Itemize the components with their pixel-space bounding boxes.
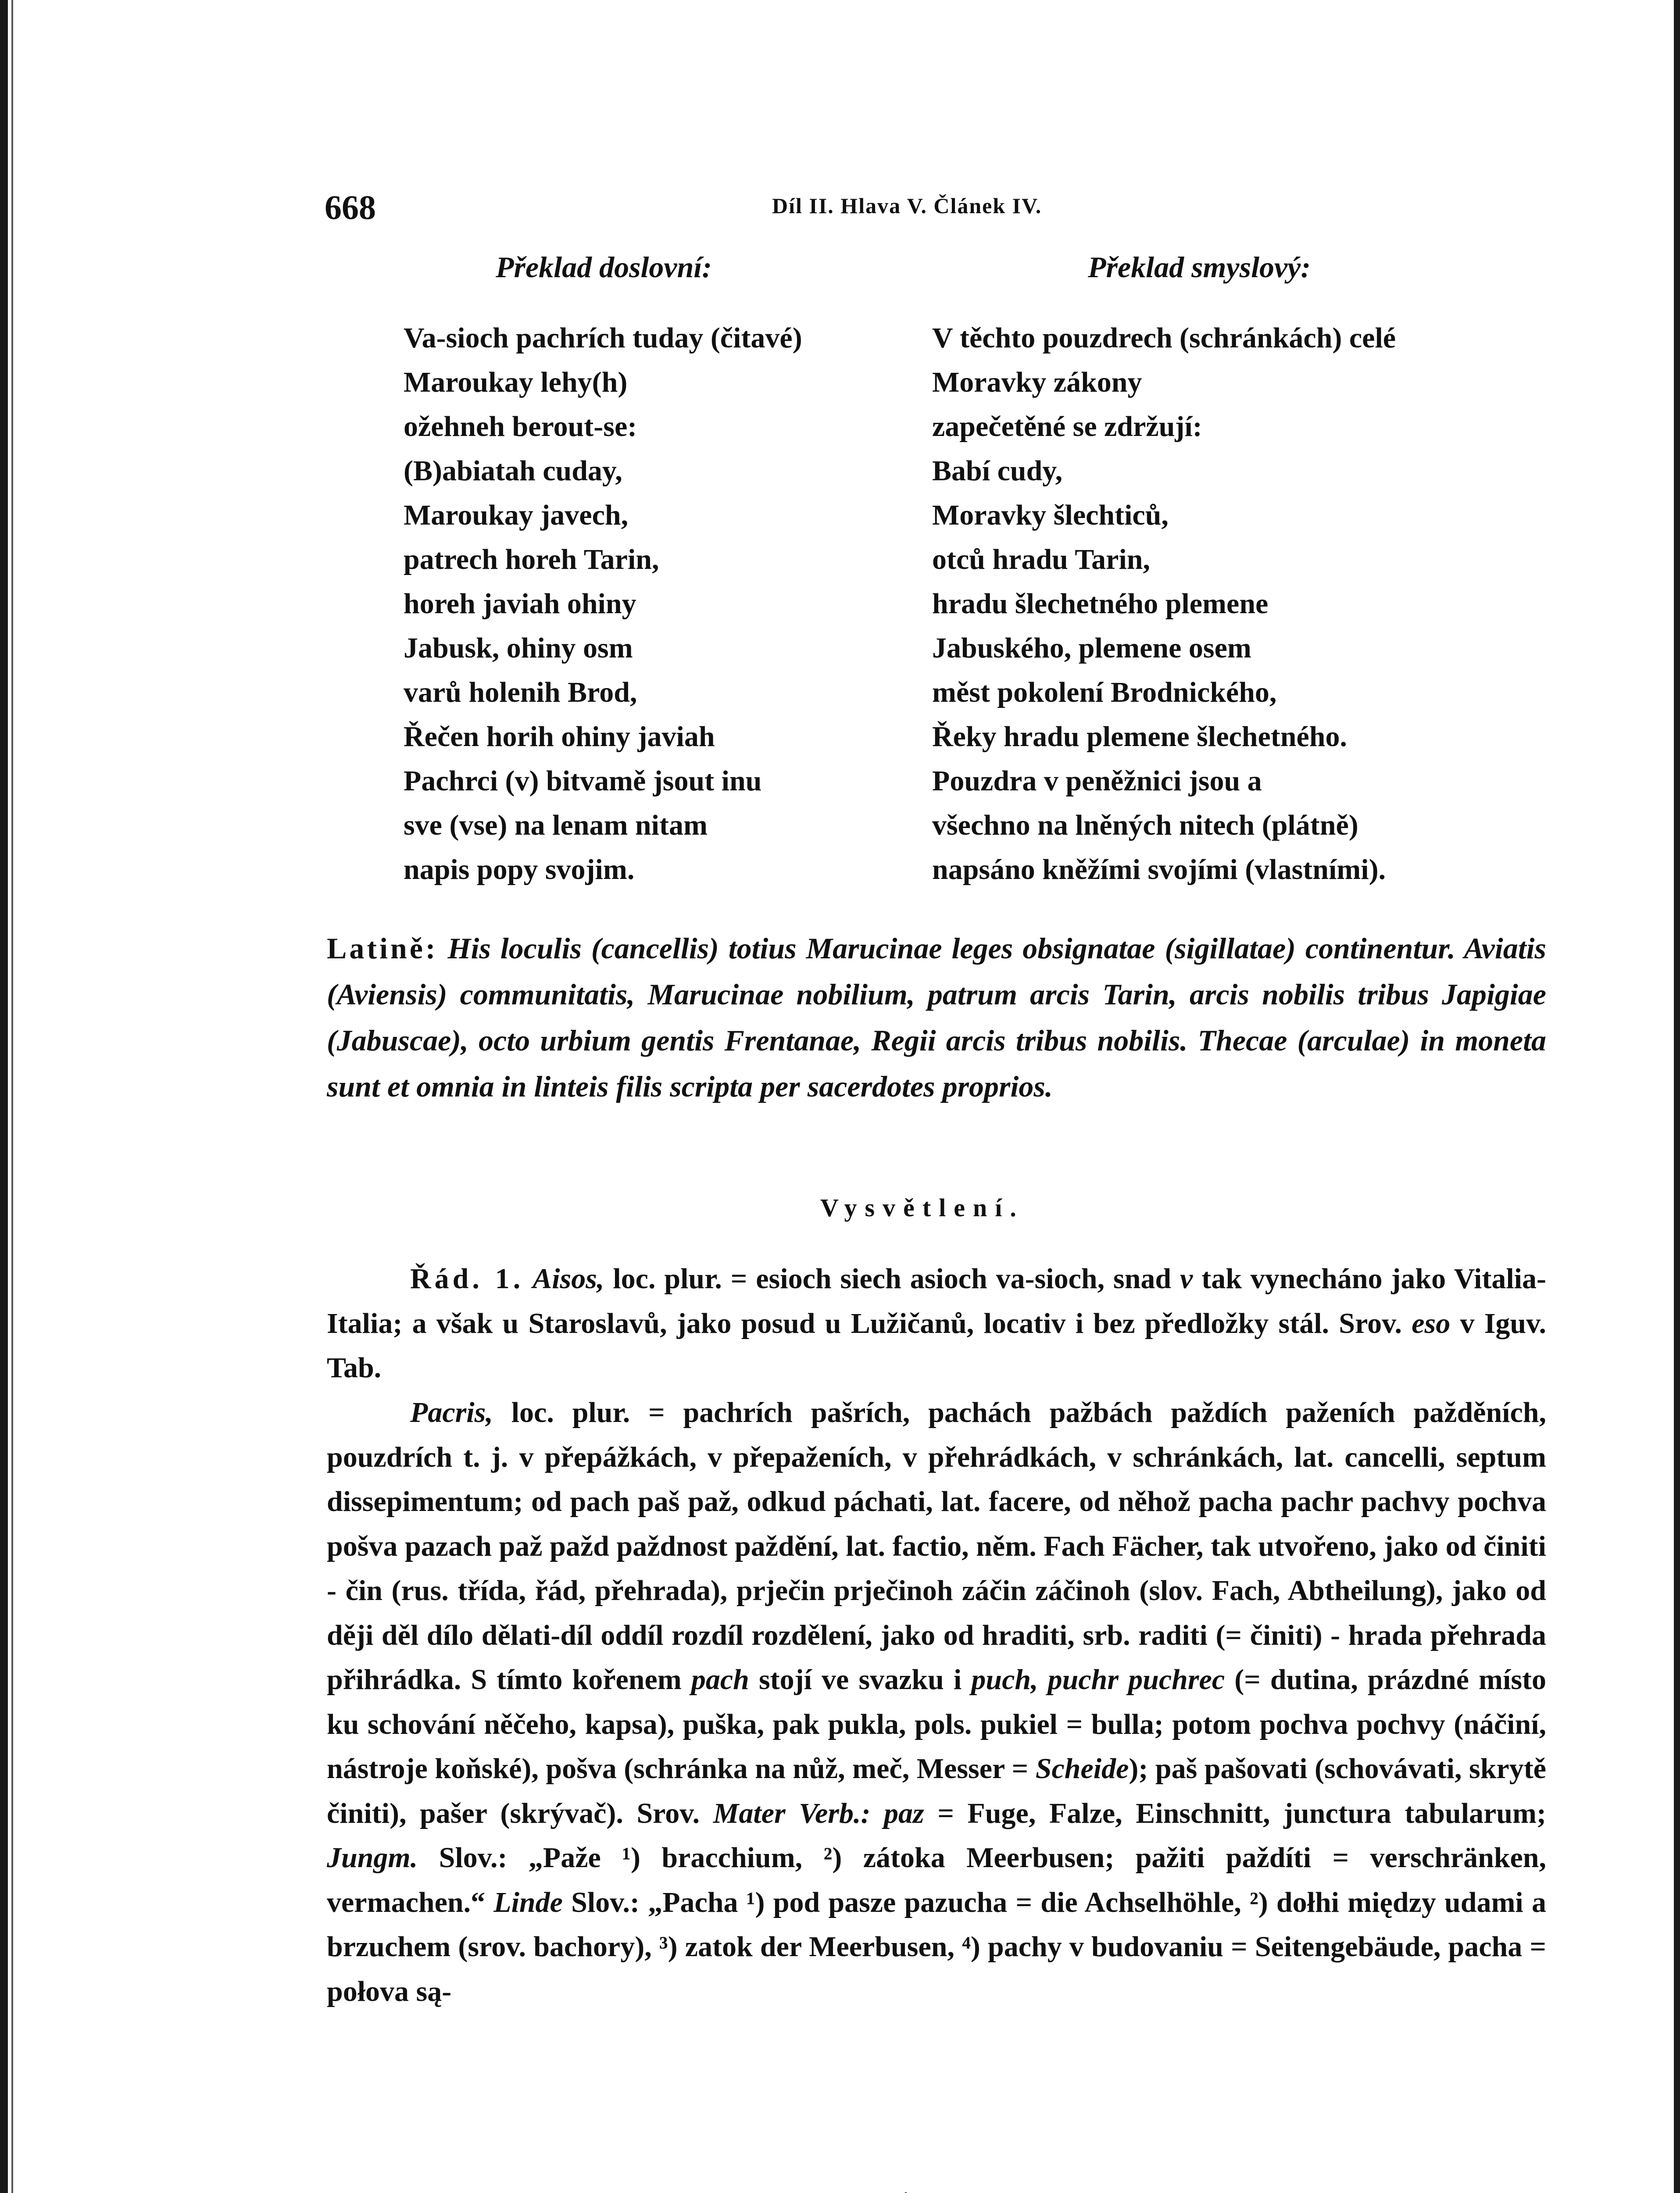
explanation-paragraph: [327, 1257, 1546, 1390]
running-head: Díl II. Hlava V. Článek IV.: [772, 193, 1042, 218]
literal-translation-heading: Překlad doslovní:: [496, 250, 712, 284]
latin-label: Latině:: [327, 932, 438, 965]
verse-line: Moravky zákony: [932, 366, 1142, 398]
term: puch, puchr puchrec: [971, 1664, 1225, 1696]
verse-line: sve (vse) na lenam nitam: [404, 809, 708, 841]
verse-line: měst pokolení Brodnického,: [932, 676, 1277, 708]
body-text: tak vynecháno jako Vitalia-Italia; a však u Staroslavů, jako posud u Lužičanů, locativ i bez předložky stál. Srov.: [327, 1263, 1546, 1339]
verse-line: Pouzdra v peněžnici jsou a: [932, 765, 1262, 797]
verse-line: patrech horeh Tarin,: [404, 543, 659, 575]
verse-line: Řeky hradu plemene šlechetného.: [932, 721, 1347, 753]
verse-line: Moravky šlechticů,: [932, 499, 1169, 531]
verse-line: otců hradu Tarin,: [932, 543, 1150, 575]
verse-line: hradu šlechetného plemene: [932, 588, 1269, 620]
verse-line: napis popy svojim.: [404, 854, 635, 886]
verse-line: horeh javiah ohiny: [404, 588, 636, 620]
verse-line: ožehneh berout-se:: [404, 411, 637, 443]
source-reference: Linde: [493, 1886, 563, 1918]
source-reference: Mater Verb.: paz: [713, 1797, 924, 1829]
latin-translation: [327, 925, 1546, 1110]
source-reference: Jungm.: [327, 1842, 418, 1874]
body-text: Slov.: „Paže ¹) bracchium, ²) zátoka Meerbusen; pažiti paždíti = verschränken, vermachen.“: [327, 1842, 1546, 1918]
body-text: Slov.: „Pacha ¹) pod pasze pazucha = die Achselhöhle, ²) dołhi między udami a brzuchem (srov. bachory), ³) zatok der Meerbusen, ⁴) pachy v budovaniu = Seitengebäude, pacha = połova są-: [327, 1886, 1546, 2007]
latin-text: His loculis (cancellis) totius Marucinae leges obsignatae (sigillatae) continentur. Aviatis (Aviensis) communitatis, Marucinae nobilium, patrum arcis Tarin, arcis nobilis tribus Japigiae (Jabuscae), octo urbium gentis Frentanae, Regii arcis tribus nobilis. Thecae (arculae) in moneta sunt et omnia in linteis filis scripta per sacerdotes proprios.: [327, 932, 1546, 1103]
term: Scheide: [1035, 1753, 1129, 1785]
verse-line: napsáno kněžími svojími (vlastními).: [932, 854, 1386, 886]
free-translation-heading: Překlad smyslový:: [1088, 250, 1311, 284]
free-translation-verse: [932, 316, 1396, 892]
term: eso: [1412, 1307, 1451, 1339]
scan-edge-right: [1674, 0, 1680, 2193]
term: Pacris,: [410, 1397, 493, 1429]
verse-line: Babí cudy,: [932, 455, 1063, 487]
verse-line: zapečetěné se zdržují:: [932, 411, 1202, 443]
verse-line: Pachrci (v) bitvamě jsout inu: [404, 765, 762, 797]
verse-line: Maroukay lehy(h): [404, 366, 628, 398]
scan-edge-left: [0, 0, 8, 2193]
term: Aisos,: [533, 1263, 604, 1295]
body-text: v Iguv. Tab.: [327, 1307, 1546, 1384]
verse-line: Jabusk, ohiny osm: [404, 632, 633, 664]
explanation-paragraph: [327, 1390, 1546, 2014]
term: v: [1180, 1263, 1193, 1295]
verse-line: Jabuského, plemene osem: [932, 632, 1251, 664]
body-text: ); paš pašovati (schovávati, skrytě činiti), pašer (skrývač). Srov.: [327, 1753, 1546, 1829]
verse-line: Maroukay javech,: [404, 499, 629, 531]
body-text: (= dutina, prázdné místo ku schování něčeho, kapsa), puška, pak pukla, pols. pukiel = bulla; potom pochva pochvy (náčiní, nástroje koňské), pošva (schránka na nůž, meč, Messer =: [327, 1664, 1547, 1785]
body-text: loc. plur. = esioch siech asioch va-sioch, snad: [604, 1263, 1180, 1295]
body-text: stojí ve svazku i: [749, 1664, 972, 1696]
verse-line: Řečen horih ohiny javiah: [404, 721, 715, 753]
verse-line: všechno na lněných nitech (plátně): [932, 809, 1358, 841]
verse-line: V těchto pouzdrech (schránkách) celé: [932, 322, 1396, 354]
verse-line: varů holenih Brod,: [404, 676, 637, 708]
literal-translation-verse: [404, 316, 802, 892]
term: pach: [691, 1664, 749, 1696]
scan-edge-line: [11, 0, 13, 2193]
line-reference: Řád. 1.: [410, 1263, 524, 1295]
body-text: = Fuge, Falze, Einschnitt, junctura tabularum;: [924, 1797, 1547, 1829]
verse-line: (B)abiatah cuday,: [404, 455, 622, 487]
verse-line: Va-sioch pachrích tuday (čitavé): [404, 322, 802, 354]
body-text: loc. plur. = pachrích pašrích, pachách pažbách paždích paženích pažděních, pouzdrích t. j. v přepážkách, v přepaženích, v přehrádkách, v schránkách, lat. cancelli, septum dissepimentum; od pach paš paž, odkud páchati, lat. facere, od něhož pacha pachr pachvy pochva pošva pazach paž pažd paždnost paždění, lat. factio, něm. Fach Fächer, tak utvořeno, jako od činiti - čin (rus. třída, řád, přehrada), prječin prječinoh záčin záčinoh (slov. Fach, Abtheilung), jako od ději děl dílo dělati-díl oddíl rozdíl rozdělení, jako od hraditi, srb. raditi (= činiti) - hrada přehrada přihrádka. S tímto kořenem: [327, 1397, 1546, 1696]
section-title: Vysvětlení.: [820, 1193, 1024, 1222]
page-number: 668: [325, 188, 376, 226]
